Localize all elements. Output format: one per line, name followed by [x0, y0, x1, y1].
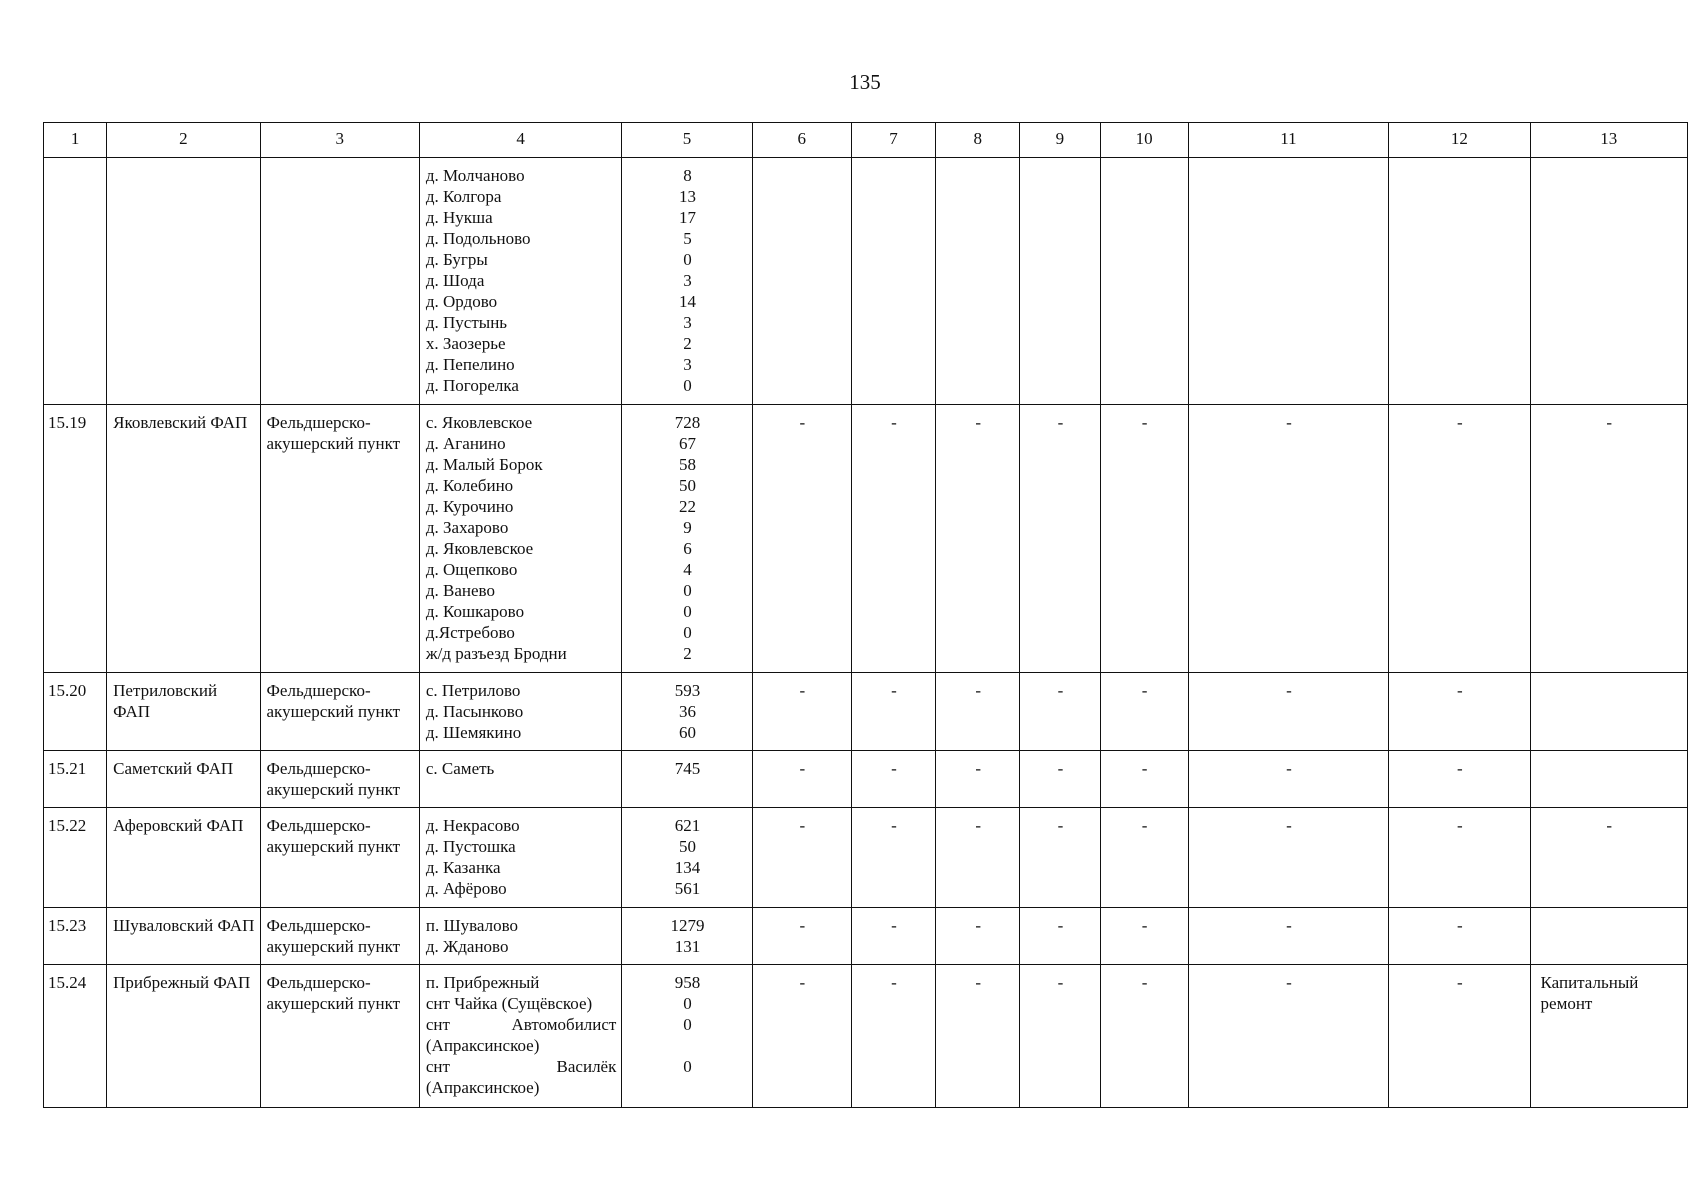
population-value: 60 [679, 723, 697, 742]
table-row [44, 808, 1688, 908]
settlement-name: д. Ощепково [425, 560, 518, 579]
column-8-cell: - [936, 908, 1020, 965]
table-body [44, 158, 1688, 1108]
column-header: 1 [44, 123, 107, 158]
column-11-cell [1188, 158, 1388, 405]
row-number: 15.19 [44, 405, 107, 673]
column-8-cell [936, 158, 1020, 405]
column-6-cell: - [752, 965, 851, 1108]
settlement-name: д. Малый Борок [425, 455, 543, 474]
column-header: 5 [622, 123, 752, 158]
column-10-cell: - [1100, 405, 1188, 673]
column-8-cell: - [936, 751, 1020, 808]
column-12-cell: - [1389, 673, 1530, 751]
population-value: 67 [679, 434, 697, 453]
settlement-name: ж/д разъезд Бродни [425, 644, 567, 663]
column-header: 11 [1188, 123, 1388, 158]
column-12-cell: - [1389, 965, 1530, 1108]
population-value: 0 [683, 602, 692, 621]
population-value: 134 [674, 858, 701, 877]
population-value: 0 [683, 623, 692, 642]
population-value: 0 [683, 1057, 692, 1076]
table-row [44, 673, 1688, 751]
column-9-cell: - [1020, 808, 1100, 908]
population-value: 2 [683, 644, 692, 663]
table-row [44, 751, 1688, 808]
column-9-cell: - [1020, 405, 1100, 673]
settlement-name: д. Аганино [425, 434, 506, 453]
settlement-name: д. Некрасово [425, 816, 520, 835]
column-7-cell [851, 158, 935, 405]
population-value: 0 [683, 1015, 692, 1034]
column-9-cell [1020, 158, 1100, 405]
column-header: 10 [1100, 123, 1188, 158]
settlement-name: д. Афёрово [425, 879, 507, 898]
settlement-name: с. Яковлевское [425, 413, 533, 432]
settlement-name: снт Чайка (Сущёвское) [425, 994, 593, 1013]
column-10-cell [1100, 158, 1188, 405]
header-row [44, 123, 1688, 158]
facility-type [260, 158, 419, 405]
column-13-cell [1530, 673, 1687, 751]
facilities-table [43, 122, 1688, 1108]
population-cell [622, 808, 752, 908]
population-cell [622, 405, 752, 673]
table-row [44, 158, 1688, 405]
column-8-cell: - [936, 405, 1020, 673]
settlement-name: д. Казанка [425, 858, 501, 877]
settlement-name: д.Ястребово [425, 623, 515, 642]
settlement-name: д. Нукша [425, 208, 493, 227]
population-value: 13 [679, 187, 697, 206]
population-value: 8 [683, 166, 692, 185]
row-number: 15.23 [44, 908, 107, 965]
population-cell [622, 965, 752, 1108]
column-6-cell: - [752, 808, 851, 908]
column-6-cell: - [752, 405, 851, 673]
page-number: 135 [849, 70, 881, 94]
column-11-cell: - [1188, 751, 1388, 808]
settlements-cell [419, 808, 621, 908]
facility-name: Яковлевский ФАП [107, 405, 260, 673]
column-12-cell [1389, 158, 1530, 405]
population-value: 50 [679, 476, 697, 495]
settlement-name: д. Захарово [425, 518, 509, 537]
column-13-cell: Капитальный ремонт [1530, 965, 1687, 1108]
row-number: 15.20 [44, 673, 107, 751]
column-7-cell: - [851, 908, 935, 965]
settlement-name: д. Ордово [425, 292, 498, 311]
settlements-cell [419, 908, 621, 965]
population-value: 2 [683, 334, 692, 353]
settlement-name: д. Жданово [425, 937, 509, 956]
column-12-cell: - [1389, 808, 1530, 908]
column-header: 9 [1020, 123, 1100, 158]
settlement-name: д. Ванево [425, 581, 495, 600]
population-cell [622, 158, 752, 405]
column-12-cell: - [1389, 751, 1530, 808]
column-header: 4 [419, 123, 621, 158]
column-11-cell: - [1188, 808, 1388, 908]
population-value: 58 [679, 455, 697, 474]
settlement-name: д. Кошкарово [425, 602, 525, 621]
population-value: 9 [683, 518, 692, 537]
row-number: 15.22 [44, 808, 107, 908]
settlement-name: д. Колебино [425, 476, 514, 495]
population-value: 17 [679, 208, 697, 227]
column-8-cell: - [936, 965, 1020, 1108]
settlements-cell [419, 673, 621, 751]
settlement-name: д. Шемякино [425, 723, 522, 742]
settlement-name: д. Подольново [425, 229, 531, 248]
column-10-cell: - [1100, 673, 1188, 751]
population-value: 6 [683, 539, 692, 558]
facility-type: Фельдшерско-акушерский пункт [260, 673, 419, 751]
column-6-cell: - [752, 673, 851, 751]
facility-name: Прибрежный ФАП [107, 965, 260, 1108]
table-row [44, 965, 1688, 1108]
table-row [44, 908, 1688, 965]
column-9-cell: - [1020, 965, 1100, 1108]
population-value: 593 [674, 681, 701, 700]
settlement-name: д. Пустошка [425, 837, 516, 856]
facility-name: Шуваловский ФАП [107, 908, 260, 965]
column-7-cell: - [851, 965, 935, 1108]
settlement-name: снт Автомобилист (Апраксинское) [425, 1015, 617, 1055]
facility-type: Фельдшерско-акушерский пункт [260, 751, 419, 808]
column-13-cell: - [1530, 405, 1687, 673]
column-11-cell: - [1188, 405, 1388, 673]
population-value: 131 [674, 937, 701, 956]
column-header: 7 [851, 123, 935, 158]
column-13-cell [1530, 158, 1687, 405]
column-9-cell: - [1020, 908, 1100, 965]
population-value: 3 [683, 355, 692, 374]
population-value: 561 [674, 879, 701, 898]
column-8-cell: - [936, 808, 1020, 908]
settlement-name: д. Курочино [425, 497, 514, 516]
column-12-cell: - [1389, 405, 1530, 673]
column-13-cell [1530, 908, 1687, 965]
facility-name: Саметский ФАП [107, 751, 260, 808]
facility-type: Фельдшерско-акушерский пункт [260, 965, 419, 1108]
row-number: 15.24 [44, 965, 107, 1108]
population-value: 4 [683, 560, 692, 579]
column-header: 8 [936, 123, 1020, 158]
column-header: 3 [260, 123, 419, 158]
column-7-cell: - [851, 808, 935, 908]
table-row [44, 405, 1688, 673]
settlement-name: д. Пустынь [425, 313, 508, 332]
population-value: 0 [683, 376, 692, 395]
settlement-name: д. Пепелино [425, 355, 515, 374]
column-11-cell: - [1188, 965, 1388, 1108]
column-7-cell: - [851, 405, 935, 673]
column-6-cell: - [752, 908, 851, 965]
column-13-cell: - [1530, 808, 1687, 908]
column-header: 13 [1530, 123, 1687, 158]
population-value: 0 [683, 250, 692, 269]
facility-name: Аферовский ФАП [107, 808, 260, 908]
population-value: 5 [683, 229, 692, 248]
column-11-cell: - [1188, 673, 1388, 751]
population-value: 14 [679, 292, 697, 311]
population-cell [622, 673, 752, 751]
population-value: 22 [679, 497, 697, 516]
column-9-cell: - [1020, 673, 1100, 751]
column-10-cell: - [1100, 908, 1188, 965]
settlements-cell [419, 751, 621, 808]
facility-type: Фельдшерско-акушерский пункт [260, 808, 419, 908]
settlement-name: д. Погорелка [425, 376, 519, 395]
population-cell [622, 908, 752, 965]
population-value: 36 [679, 702, 697, 721]
population-value: 0 [683, 581, 692, 600]
population-value: 621 [674, 816, 701, 835]
settlement-name: д. Шода [425, 271, 485, 290]
column-header: 2 [107, 123, 260, 158]
facility-type: Фельдшерско-акушерский пункт [260, 405, 419, 673]
settlement-name: п. Прибрежный [425, 973, 540, 992]
population-value: 745 [674, 759, 701, 778]
settlement-name: с. Петрилово [425, 681, 521, 700]
settlements-cell [419, 965, 621, 1108]
column-10-cell: - [1100, 808, 1188, 908]
settlement-name: д. Молчаново [425, 166, 525, 185]
settlements-cell [419, 158, 621, 405]
settlements-cell [419, 405, 621, 673]
row-number: 15.21 [44, 751, 107, 808]
facility-name [107, 158, 260, 405]
column-7-cell: - [851, 673, 935, 751]
column-6-cell: - [752, 751, 851, 808]
column-6-cell [752, 158, 851, 405]
column-8-cell: - [936, 673, 1020, 751]
settlement-name: д. Бугры [425, 250, 488, 269]
population-value: 1279 [670, 916, 705, 935]
column-12-cell: - [1389, 908, 1530, 965]
settlement-name: д. Колгора [425, 187, 502, 206]
settlement-name: снт Василёк (Апраксинское) [425, 1057, 617, 1097]
settlement-name: с. Саметь [425, 759, 495, 778]
population-value: 3 [683, 271, 692, 290]
facility-type: Фельдшерско-акушерский пункт [260, 908, 419, 965]
column-9-cell: - [1020, 751, 1100, 808]
population-value: 50 [679, 837, 697, 856]
column-11-cell: - [1188, 908, 1388, 965]
column-header: 6 [752, 123, 851, 158]
population-value: 3 [683, 313, 692, 332]
settlement-name: п. Шувалово [425, 916, 519, 935]
column-13-cell [1530, 751, 1687, 808]
row-number [44, 158, 107, 405]
column-header: 12 [1389, 123, 1530, 158]
column-10-cell: - [1100, 751, 1188, 808]
settlement-name: д. Яковлевское [425, 539, 534, 558]
column-10-cell: - [1100, 965, 1188, 1108]
population-value: 728 [674, 413, 701, 432]
population-cell [622, 751, 752, 808]
column-7-cell: - [851, 751, 935, 808]
settlement-name: х. Заозерье [425, 334, 506, 353]
facility-name: Петриловский ФАП [107, 673, 260, 751]
settlement-name: д. Пасынково [425, 702, 524, 721]
population-value: 958 [674, 973, 701, 992]
population-value: 0 [683, 994, 692, 1013]
